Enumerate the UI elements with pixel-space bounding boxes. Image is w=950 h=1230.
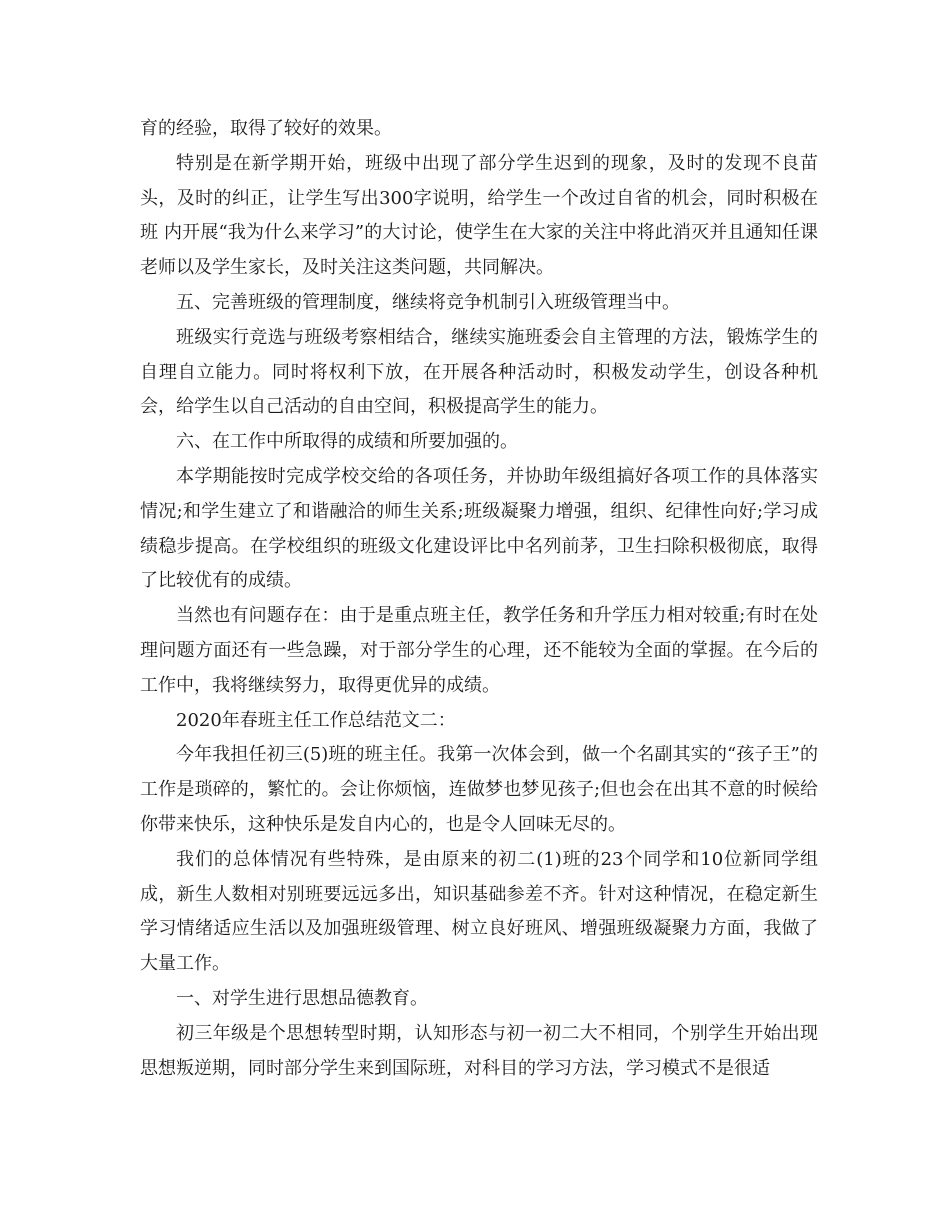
paragraph-achievements: 本学期能按时完成学校交给的各项任务，并协助年级组搞好各项工作的具体落实情况;和学生建立了和谐融洽的师生关系;班级凝聚力增强，组织、纪律性向好;学习成绩稳步提高。在学校组织的班级文化建设评比中名列前茅，卫生扫除积极彻底，取得了比较优有的成绩。 <box>140 465 818 592</box>
paragraph-continuation: 育的经验，取得了较好的效果。 <box>140 118 392 139</box>
document-page <box>140 112 818 1086</box>
paragraph-grade-three: 初三年级是个思想转型时期，认知形态与初一初二大不相同，个别学生开始出现思想叛逆期，同时部分学生来到国际班，对科目的学习方法，学习模式不是很适 <box>140 1022 818 1079</box>
section-heading-five: 五、完善班级的管理制度，继续将竞争机制引入班级管理当中。 <box>176 291 680 313</box>
paragraph-problems: 当然也有问题存在：由于是重点班主任，教学任务和升学压力相对较重;有时在处理问题方面还有一些急躁，对于部分学生的心理，还不能较为全面的掌握。在今后的工作中，我将继续努力，取得更优异的成绩。 <box>140 605 818 696</box>
paragraph-class-management: 班级实行竞选与班级考察相结合，继续实施班委会自主管理的方法，锻炼学生的自理自立能力。同时将权利下放，在开展各种活动时，积极发动学生，创设各种机会，给学生以自己活动的自由空间，积极提高学生的能力。 <box>140 326 818 418</box>
paragraph-late-students: 特别是在新学期开始，班级中出现了部分学生迟到的现象，及时的发现不良苗头，及时的纠正，让学生写出300字说明，给学生一个改过自省的机会，同时积极在班 内开展“我为什么来学习”的大讨论，使学生在大家的关注中将此消灭并且通知任课老师以及学生家长，及时关注这类问题，共同解决。 <box>140 152 818 279</box>
section-heading-one: 一、对学生进行思想品德教育。 <box>176 987 428 1009</box>
section-heading-six: 六、在工作中所取得的成绩和所要加强的。 <box>176 431 518 453</box>
article-title-two: 2020年春班主任工作总结范文二： <box>176 709 456 731</box>
paragraph-class-situation: 我们的总体情况有些特殊，是由原来的初二(1)班的23个同学和10位新同学组成，新生人数相对别班要远远多出，知识基础参差不齐。针对这种情况，在稳定新生学习情绪适应生活以及加强班级管理、树立良好班风、增强班级凝聚力方面，我做了大量工作。 <box>140 848 818 975</box>
paragraph-intro: 今年我担任初三(5)班的班主任。我第一次体会到，做一个名副其实的“孩子王”的工作是琐碎的，繁忙的。会让你烦恼，连做梦也梦见孩子;但也会在出其不意的时候给你带来快乐，这种快乐是发自内心的，也是令人回味无尽的。 <box>140 744 818 835</box>
